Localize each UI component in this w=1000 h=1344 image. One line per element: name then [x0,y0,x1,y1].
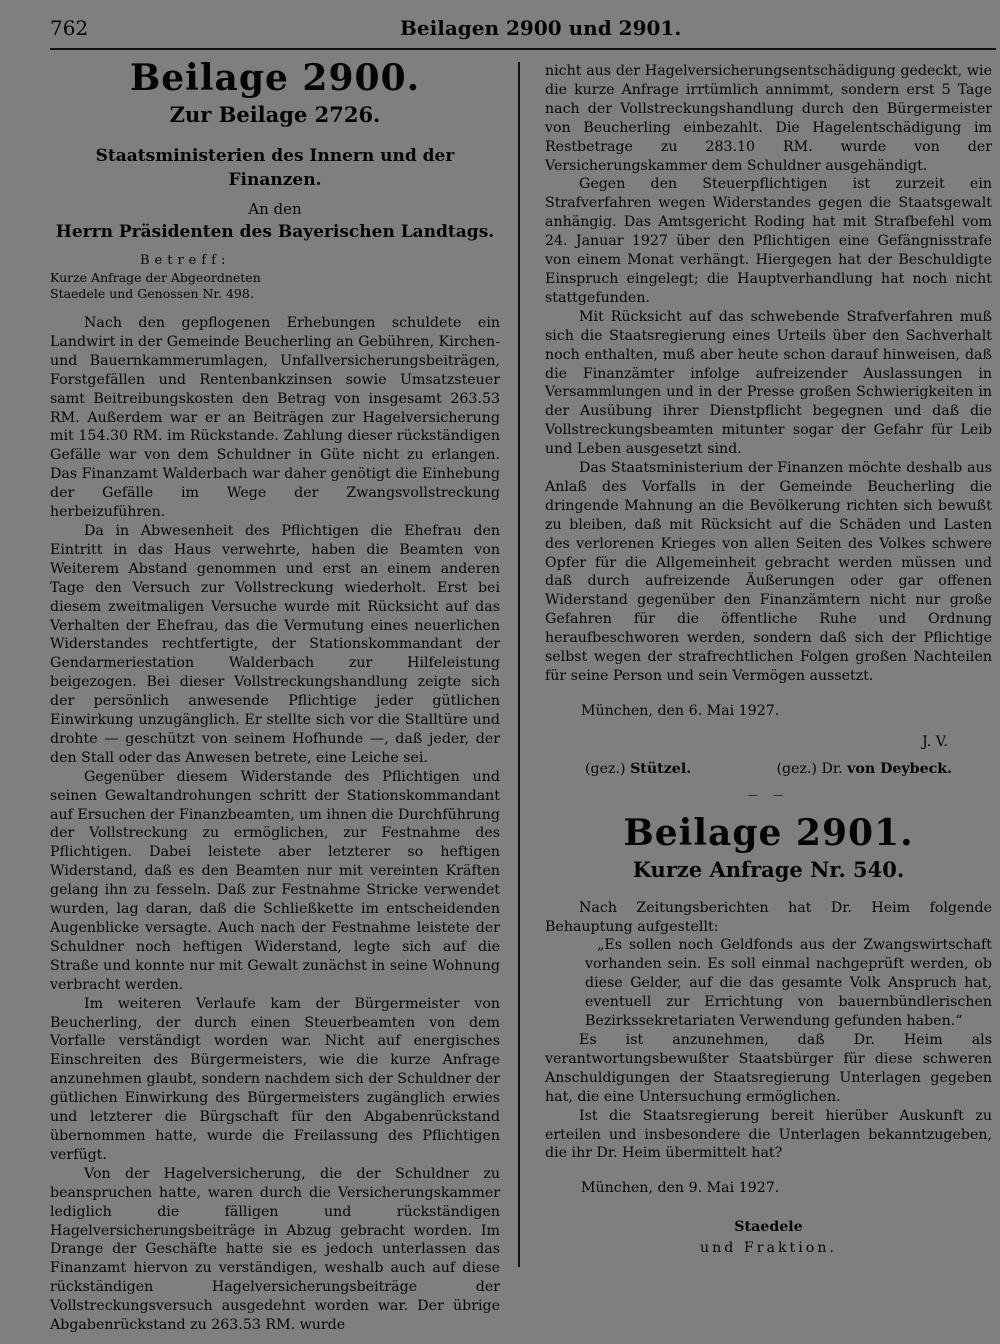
signature-name: Stützel. [630,760,692,777]
column-divider [518,62,520,1267]
section-separator: — — [747,789,790,801]
beilage-2901-title: Beilage 2901. [623,811,914,854]
paragraph: Es ist anzunehmen, daß Dr. Heim als verantwortungsbewußter Staatsbürger für diese schweren Anschuldigungen der Staatsregierung Unterlagen gegeben hat, die eine Untersuchung ermöglichen. [545,1031,992,1105]
page-number: 762 [50,16,89,40]
signature-name: von Deybeck. [847,760,952,777]
paragraph: nicht aus der Hagelversicherungsentschädigung gedeckt, wie die kurze Anfrage irrtümlich annimmt, sondern erst 5 Tage nach der Vollstreckungshandlung durch den Bürgermeister von Beucherling einbezahlt. Die Hagelentschädigung im Restbetrage zu 283.10 RM. wurde von der Versicherungskammer dem Schuldner ausgehändigt. [545,63,992,174]
beilage-2901-subtitle: Kurze Anfrage Nr. 540. [632,856,905,882]
left-column [50,58,500,1335]
quotation [545,936,992,1031]
betreff-block [50,252,500,302]
paragraph: Gegenüber diesem Widerstande des Pflichtigen und seinen Gewaltandrohungen schritt der Stationskommandant auf Ersuchen der Finanzbeamten, um ihnen die Durchführung der Vollstreckung zu ermöglichen, zur Festnahme des Pflichtigen. Dabei leistete aber letzterer so heftigen Widerstand, daß es den Beamten nur mit vereinten Kräften gelang ihn zu fesseln. Daß zur Festnahme Stricke verwendet wurden, lag daran, daß die Schließkette im entscheidenden Augenblicke versagte. Auch nach der Festnahme leistete der Schuldner noch heftigen Widerstand, legte sich auf die Straße und konnte nur mit Gewalt zunächst in seine Wohnung verbracht werden. [50,768,500,993]
quoted-text: „Es sollen noch Geldfonds aus der Zwangswirtschaft vorhanden sein. Es soll einmal nachgeprüft werden, ob diese Gelder, auf die das gesamte Volk Anspruch hat, eventuell zur Errichtung von bauernbündlerischen Bezirkssekretariaten Verwendung gefunden haben.“ [585,937,992,1030]
ministry-heading: Staatsministerien des Innern und der Finanzen. [95,146,455,190]
signer-name: Staedele [734,1219,803,1236]
signature-prefix: (gez.) Dr. [776,760,843,777]
paragraph: Ist die Staatsregierung bereit hierüber Auskunft zu erteilen und insbesondere die Unterlagen bekanntzugeben, die ihr Dr. Heim übermittelt hat? [545,1107,992,1162]
paragraph: Nach Zeitungsberichten hat Dr. Heim folgende Behauptung aufgestellt: [545,899,992,935]
signature-row [585,760,952,779]
paragraph: Von der Hagelversicherung, die der Schuldner zu beanspruchen hatte, waren durch die Versicherungskammer lediglich die fälligen und rückständigen Hagelversicherungsbeiträge in Abzug gebracht worden. Im Drange der Geschäfte hatte sie es jedoch unterlassen das Finanzamt hiervon zu verständigen, weshalb auch auf diese rückständigen Hagelversicherungsbeiträge der Vollstreckungsversuch ausgedehnt worden war. Der übrige Abgabenrückstand zu 263.53 RM. wurde [50,1165,500,1334]
addressee-name: Herrn Präsidenten des Bayerischen Landtags. [55,222,495,242]
addressee-intro: An den [248,200,302,218]
betreff-line: Kurze Anfrage der Abgeordneten [50,270,261,285]
beilage-2900-title: Beilage 2900. [129,57,421,99]
signature-right [776,760,952,779]
paragraph: Nach den gepflogenen Erhebungen schuldete ein Landwirt in der Gemeinde Beucherling an Gebühren, Kirchen- und Bauernkammerumlagen, Unfallversicherungsbeiträgen, Forstgefällen und Rentenbankzinsen sowie Umsatzsteuer samt Beitreibungskosten den Betrag von insgesamt 263.53 RM. Außerdem war er an Beiträgen zur Hagelversicherung mit 154.30 RM. im Rückstande. Zahlung dieser rückständigen Gefälle war von dem Schuldner in Güte nicht zu erlangen. Das Finanzamt Walderbach war daher genötigt die Einhebung der Gefälle im Wege der Zwangsvollstreckung herbeizuführen. [50,315,500,521]
betreff-label: Betreff: [140,253,231,268]
paragraph: Mit Rücksicht auf das schwebende Strafverfahren muß sich die Staatsregierung eines Urteils über den Sachverhalt noch enthalten, muß aber heute schon darauf hinweisen, daß die Finanzämter infolge aufreizender Auslassungen in Versammlungen und in der Presse großen Schwierigkeiten in der Ausübung ihrer Dienstpflicht begegnen und daß die Vollstreckungsbeamten mitunter sogar der Gefahr für Leib und Leben ausgesetzt sind. [545,308,992,458]
beilage-2900-subtitle: Zur Beilage 2726. [169,102,381,127]
paragraph: Das Staatsministerium der Finanzen möchte deshalb aus Anlaß des Vorfalls in der Gemeinde Beucherling die dringende Mahnung an die Bevölkerung richten sich bewußt zu bleiben, daß mit Rücksicht auf die Schäden und Lasten des verlorenen Krieges von allen Seiten des Volkes schwere Opfer für die Allgemeinheit gebracht werden müssen und daß durch aufreizende Äußerungen oder gar offenen Widerstand gegenüber den Finanzämtern nicht nur große Gefahren für die öffentliche Ruhe und Ordnung heraufbeschworen werden, sondern daß sich der Pflichtige selbst wegen der strafrechtlichen Folgen großen Nachteilen für seine Person und sein Vermögen aussetzt. [545,460,992,684]
signature-left [585,760,691,779]
right-column [545,62,992,1258]
paragraph: Im weiteren Verlaufe kam der Bürgermeister von Beucherling, der durch einen Steuerbeamten von dem Vorfalle verständigt worden war. Nicht auf energisches Einschreiten des Bürgermeisters, wie die kurze Anfrage anzunehmen glaubt, sondern nachdem sich der Schuldner der gütlichen Einwirkung des Bürgermeisters zugänglich erwies und letzterer die Bürgschaft für den Abgabenrückstand übernommen hatte, wurde die Freilassung des Pflichtigen verfügt. [50,995,500,1163]
header-rule [50,48,996,50]
iv-mark: J. V. [922,733,948,750]
paragraph: Gegen den Steuerpflichtigen ist zurzeit ein Strafverfahren wegen Widerstandes gegen die Staatsgewalt anhängig. Das Amtsgericht Roding hat mit Strafbefehl vom 24. Januar 1927 über den Pflichtigen eine Gefängnisstrafe von einem Monat verhängt. Hiergegen hat der Beschuldigte Einspruch eingelegt; die Hauptverhandlung hat noch nicht stattgefunden. [545,176,992,306]
signature-prefix: (gez.) [585,760,626,777]
place-date: München, den 9. Mai 1927. [581,1180,780,1197]
betreff-line: Staedele und Genossen Nr. 498. [50,286,254,301]
running-head: Beilagen 2900 und 2901. [400,16,682,40]
place-date: München, den 6. Mai 1927. [581,702,780,719]
paragraph: Da in Abwesenheit des Pflichtigen die Ehefrau den Eintritt in das Haus verwehrte, haben die Beamten von Weiterem Abstand genommen und erst an einem anderen Tage den Versuch zur Vollstreckung wiederholt. Erst bei diesem zweitmaligen Versuche wurde mit Rücksicht auf das Verhalten der Ehefrau, das die Vermutung eines neuerlichen Widerstandes rechtfertigte, der Stationskommandant der Gendarmeriestation Walderbach zur Hilfeleistung beigezogen. Bei dieser Vollstreckungshandlung zeigte sich der persönlich anwesende Pflichtige jeder gütlichen Einwirkung unzugänglich. Er stellte sich vor die Stalltüre und drohte — geschützt von seinem Hofhunde —, daß jeder, der den Stall oder das Anwesen betrete, eine Leiche sei. [50,522,500,766]
signer-group: und Fraktion. [700,1240,837,1257]
